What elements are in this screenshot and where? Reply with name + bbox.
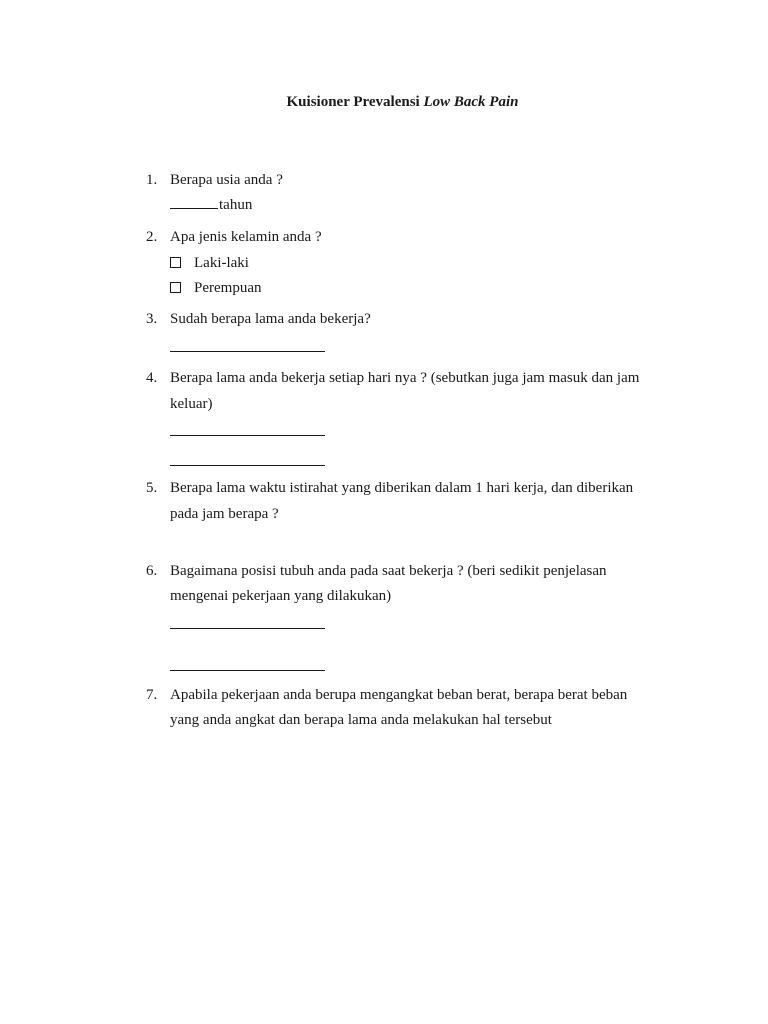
question-5-text-line-1: Berapa lama waktu istirahat yang diberikan dalam 1 hari kerja, dan diberikan bbox=[170, 480, 634, 496]
answer-line[interactable] bbox=[170, 670, 325, 671]
title-italic-text: Low Back Pain bbox=[423, 94, 519, 110]
question-1-answer[interactable] bbox=[170, 197, 252, 214]
checkbox-icon[interactable] bbox=[170, 282, 181, 293]
answer-line[interactable] bbox=[170, 435, 325, 436]
age-blank[interactable] bbox=[170, 208, 218, 209]
age-unit: tahun bbox=[219, 197, 253, 213]
option-perempuan[interactable] bbox=[170, 280, 261, 297]
question-4-text-line-1: Berapa lama anda bekerja setiap hari nya ? (sebutkan juga jam masuk dan jam bbox=[170, 370, 640, 386]
option-label: Laki-laki bbox=[194, 255, 249, 271]
question-3-text: Sudah berapa lama anda bekerja? bbox=[170, 311, 371, 327]
question-1-text: Berapa usia anda ? bbox=[170, 172, 283, 188]
question-3-number: 3. bbox=[146, 311, 158, 327]
question-7-number: 7. bbox=[146, 687, 158, 703]
question-5-text-line-2: pada jam berapa ? bbox=[170, 506, 279, 522]
question-1-number: 1. bbox=[146, 172, 158, 188]
question-6-text-line-1: Bagaimana posisi tubuh anda pada saat bekerja ? (beri sedikit penjelasan bbox=[170, 563, 607, 579]
question-4-text-line-2: keluar) bbox=[170, 396, 213, 412]
question-5-number: 5. bbox=[146, 480, 158, 496]
question-2-number: 2. bbox=[146, 229, 158, 245]
answer-line[interactable] bbox=[170, 465, 325, 466]
answer-line[interactable] bbox=[170, 628, 325, 629]
option-laki-laki[interactable] bbox=[170, 255, 249, 272]
title-text: Kuisioner Prevalensi bbox=[286, 94, 420, 110]
answer-line[interactable] bbox=[170, 351, 325, 352]
question-6-number: 6. bbox=[146, 563, 158, 579]
question-7-text-line-1: Apabila pekerjaan anda berupa mengangkat beban berat, berapa berat beban bbox=[170, 687, 628, 703]
question-4-number: 4. bbox=[146, 370, 158, 386]
page-title bbox=[0, 94, 768, 111]
question-2-text: Apa jenis kelamin anda ? bbox=[170, 229, 322, 245]
question-6-text-line-2: mengenai pekerjaan yang dilakukan) bbox=[170, 588, 392, 604]
question-7-text-line-2: yang anda angkat dan berapa lama anda melakukan hal tersebut bbox=[170, 712, 552, 728]
checkbox-icon[interactable] bbox=[170, 257, 181, 268]
option-label: Perempuan bbox=[194, 280, 262, 296]
